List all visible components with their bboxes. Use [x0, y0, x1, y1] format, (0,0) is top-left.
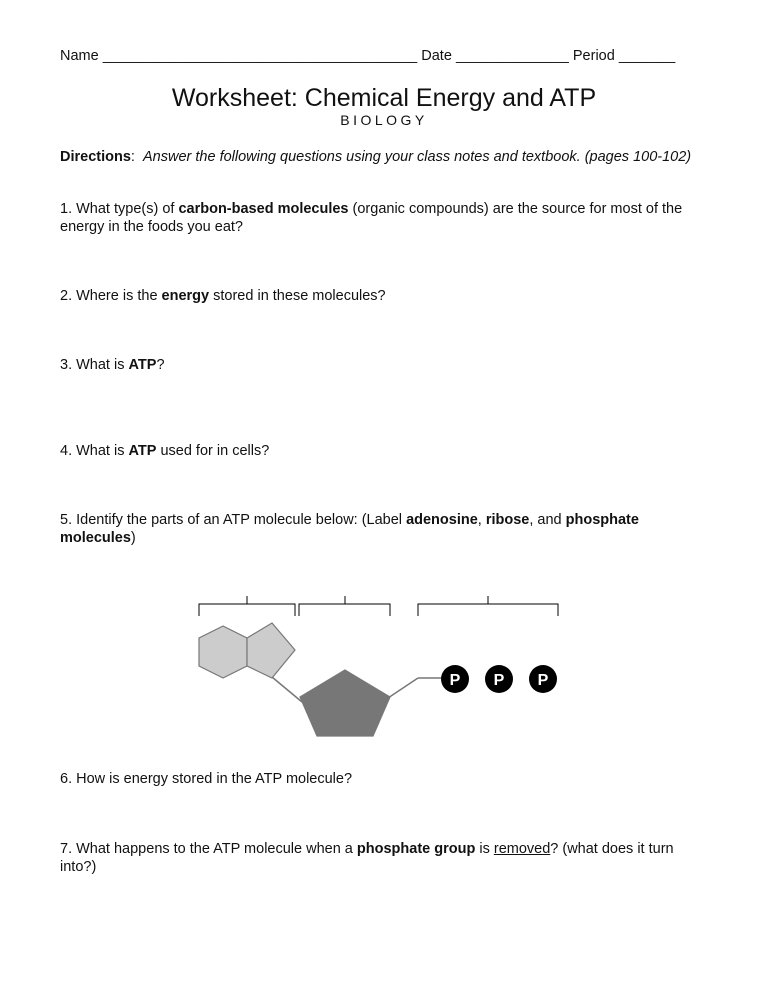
phosphate-2: [485, 665, 513, 693]
question-3: 3. What is ATP?: [60, 357, 165, 373]
phosphate-label: P: [493, 672, 505, 689]
date-label: Date: [421, 48, 452, 64]
period-label: Period: [572, 48, 615, 64]
question-6: 6. How is energy stored in the ATP molecule?: [60, 771, 353, 787]
name-label: Name: [60, 48, 99, 64]
date-blank[interactable]: ______________: [455, 48, 569, 64]
directions-label: Directions: [60, 149, 131, 165]
question-4: 4. What is ATP used for in cells?: [60, 443, 270, 459]
directions: Directions: Answer the following questions using your class notes and textbook. (pages 100-102): [60, 149, 692, 165]
bracket-adenosine: [199, 596, 295, 616]
question-2: 2. Where is the energy stored in these molecules?: [60, 288, 386, 304]
adenine-hexagon: [199, 626, 247, 678]
question-5: 5. Identify the parts of an ATP molecule below: (Label adenosine, ribose, and phosphate molecules): [60, 512, 639, 546]
phosphate-3: [529, 665, 557, 693]
phosphate-label: P: [537, 672, 549, 689]
question-7: 7. What happens to the ATP molecule when a phosphate group is removed? (what does it turn into?): [60, 841, 674, 875]
period-blank[interactable]: _______: [618, 48, 676, 64]
bracket-phosphates: [418, 596, 558, 616]
page-title: Worksheet: Chemical Energy and ATP: [171, 84, 597, 112]
phosphate-label: P: [449, 672, 461, 689]
page-subtitle: BIOLOGY: [340, 112, 428, 128]
adenine-pentagon: [247, 623, 295, 678]
question-1: 1. What type(s) of carbon-based molecules (organic compounds) are the source for most of the energy in the foods you eat?: [60, 201, 683, 235]
bond-adenine-ribose: [272, 677, 302, 702]
ribose-pentagon: [300, 670, 390, 736]
bracket-ribose: [299, 596, 390, 616]
name-blank[interactable]: _______________________________________: [102, 48, 418, 64]
bond-ribose-phosphate: [388, 678, 418, 698]
phosphate-1: [441, 665, 469, 693]
directions-text: Answer the following questions using your class notes and textbook. (pages 100-102): [143, 149, 692, 165]
